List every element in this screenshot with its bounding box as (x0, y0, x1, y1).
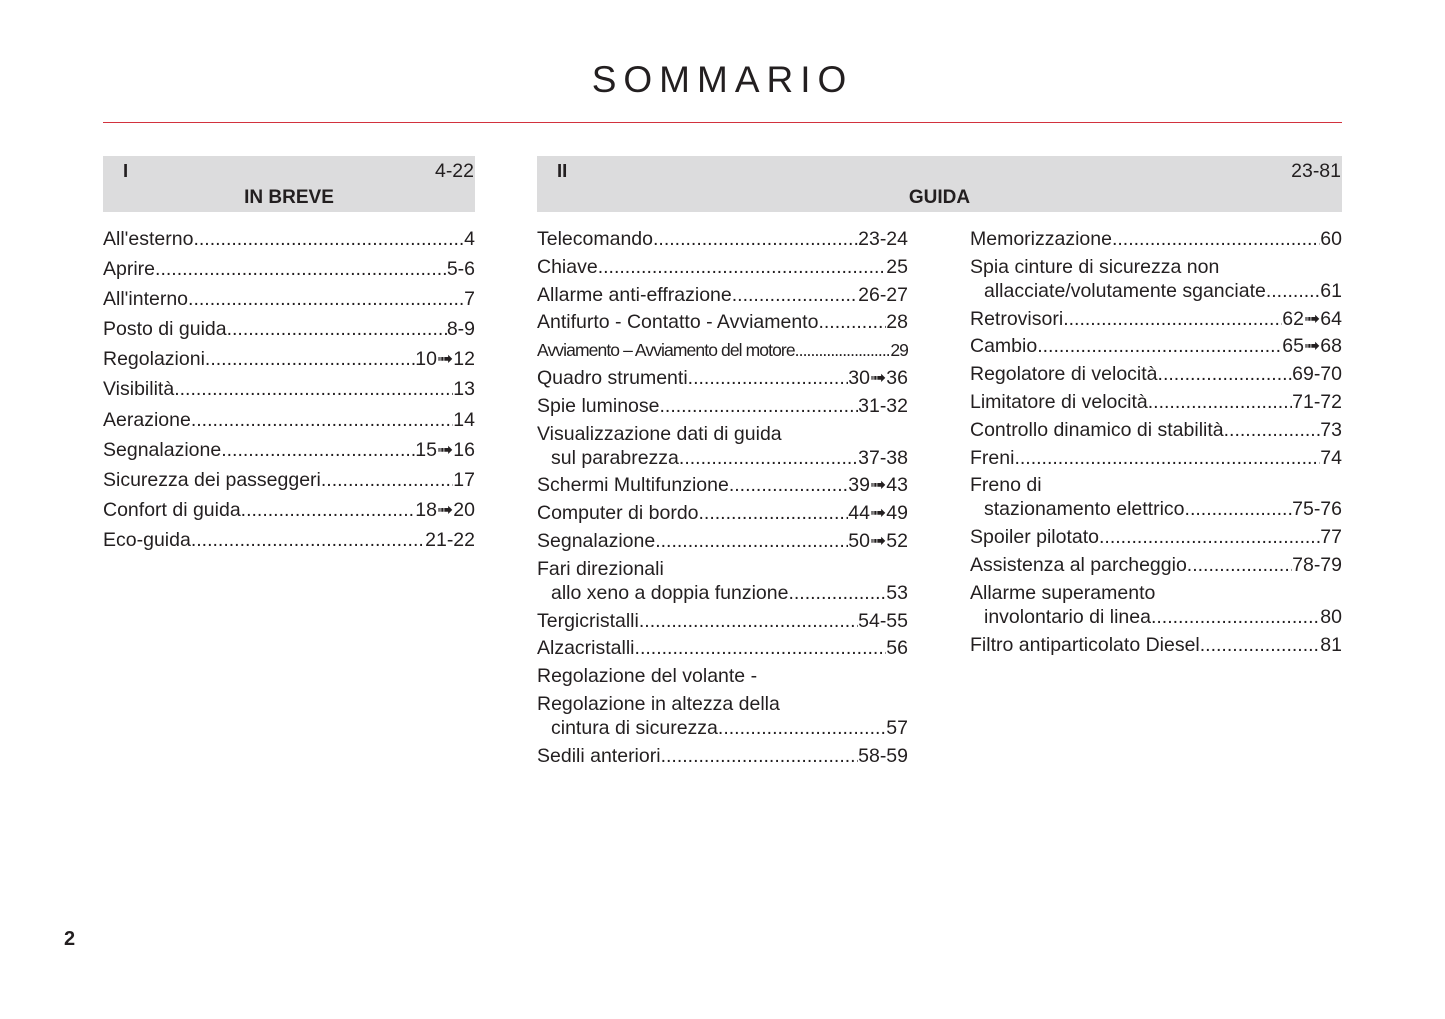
section-pages: 4-22 (434, 160, 474, 182)
dot-leader (729, 473, 848, 497)
section-header-guida (537, 156, 1342, 212)
toc-entry-title: Regolazioni (103, 348, 205, 371)
toc-entry-title: Eco-guida (103, 528, 191, 551)
section-name: GUIDA (908, 187, 971, 208)
toc-entry-title: Alzacristalli (537, 637, 635, 660)
section-number: II (557, 160, 568, 181)
dot-leader (732, 283, 858, 307)
toc-entry-page: 15➟16 (415, 438, 475, 461)
toc-entry[interactable] (970, 553, 1342, 577)
dot-leader (1148, 390, 1292, 414)
toc-entry-title: Memorizzazione (970, 228, 1112, 250)
dot-leader (241, 498, 416, 522)
toc-entry-title: Chiave (537, 255, 598, 278)
dot-leader (1063, 307, 1282, 331)
toc-entry[interactable] (103, 317, 475, 341)
toc-entry-title: All'esterno (103, 228, 194, 250)
dot-leader (1099, 525, 1320, 549)
toc-entry-page: 30➟36 (848, 366, 908, 389)
toc-entry-page: 21-22 (425, 528, 475, 551)
toc-entry[interactable] (537, 227, 908, 251)
toc-entry[interactable] (537, 283, 908, 307)
toc-entry[interactable] (970, 390, 1342, 414)
toc-entry[interactable] (970, 334, 1342, 358)
dot-leader (1200, 633, 1321, 657)
title-divider (103, 122, 1342, 123)
toc-entry-page: 80 (1320, 605, 1342, 628)
toc-entry-page: 13 (453, 378, 475, 401)
dot-leader (679, 446, 858, 470)
toc-entry-title: Antifurto - Contatto - Avviamento (537, 311, 819, 334)
dot-leader (1266, 279, 1320, 303)
toc-entry[interactable] (103, 287, 475, 311)
dot-leader (1014, 446, 1320, 470)
toc-column-in-breve (103, 227, 475, 558)
toc-entry[interactable] (970, 307, 1342, 331)
toc-entry[interactable] (537, 636, 908, 660)
toc-entry-title: Spie luminose (537, 394, 660, 417)
toc-entry-title: Regolazione in altezza della (537, 692, 780, 715)
toc-entry-title: Quadro strumenti (537, 366, 688, 389)
toc-entry-page: 37-38 (858, 446, 908, 469)
toc-entry-title: Visibilità (103, 378, 175, 401)
toc-entry-page: 57 (886, 716, 908, 739)
toc-entry-page: 73 (1320, 418, 1342, 441)
toc-entry[interactable] (970, 362, 1342, 386)
toc-entry-title: Regolazione del volante - (537, 665, 758, 688)
toc-entry-title: Segnalazione (103, 438, 222, 461)
toc-entry[interactable] (537, 501, 908, 525)
toc-entry[interactable] (537, 664, 908, 688)
toc-entry-page: 58-59 (858, 744, 908, 767)
toc-entry[interactable] (537, 557, 908, 605)
toc-entry-title: Controllo dinamico di stabilità (970, 418, 1224, 441)
toc-column-guida-right (970, 227, 1342, 660)
toc-entry-page: 74 (1320, 446, 1342, 469)
dot-leader (321, 468, 453, 492)
toc-entry-page: 69-70 (1292, 363, 1342, 386)
toc-entry-title: Allarme superamento (970, 581, 1156, 604)
toc-entry[interactable] (537, 394, 908, 418)
toc-entry[interactable] (970, 418, 1342, 442)
toc-entry-title: allo xeno a doppia funzione (551, 581, 789, 604)
toc-entry-page: 61 (1320, 279, 1342, 302)
toc-entry-page: 81 (1320, 633, 1342, 656)
toc-entry[interactable] (537, 529, 908, 553)
toc-entry-page: 50➟52 (848, 529, 908, 552)
toc-entry[interactable] (103, 498, 475, 522)
dot-leader (1187, 553, 1292, 577)
toc-entry-page: 8-9 (446, 318, 475, 341)
toc-entry-page: 26-27 (858, 283, 908, 306)
dot-leader (193, 227, 464, 251)
toc-entry-title: Cambio (970, 335, 1038, 358)
dot-leader (795, 338, 891, 362)
toc-entry-title: Limitatore di velocità (970, 390, 1148, 413)
toc-entry-page: 31-32 (858, 394, 908, 417)
toc-entry-page: 62➟64 (1282, 307, 1342, 330)
toc-entry-page: 18➟20 (415, 498, 475, 521)
dot-leader (659, 394, 858, 418)
dot-leader (598, 255, 887, 279)
toc-entry-page: 17 (453, 468, 475, 491)
toc-entry-page: 56 (886, 637, 908, 660)
dot-leader (688, 366, 849, 390)
toc-entry-title: Retrovisori (970, 307, 1064, 330)
toc-entry-title: sul parabrezza (551, 446, 679, 469)
toc-entry-title: Telecomando (537, 228, 653, 250)
dot-leader (661, 744, 859, 768)
dot-leader (718, 716, 886, 740)
dot-leader (639, 609, 858, 633)
toc-entry-title: Sicurezza dei passeggeri (103, 468, 321, 491)
toc-entry-page: 4 (464, 228, 475, 250)
dot-leader (191, 528, 425, 552)
toc-entry-title: Fari direzionali (537, 557, 664, 580)
section-name: IN BREVE (244, 187, 334, 208)
toc-entry[interactable] (103, 227, 475, 251)
toc-entry-title: Posto di guida (103, 318, 227, 341)
toc-entry[interactable] (537, 366, 908, 390)
dot-leader (174, 377, 453, 401)
page-number: 2 (64, 928, 76, 950)
section-number: I (123, 160, 129, 181)
toc-entry-page: 53 (886, 581, 908, 604)
toc-entry-title: Computer di bordo (537, 502, 699, 525)
toc-entry-page: 71-72 (1292, 390, 1342, 413)
dot-leader (653, 227, 858, 251)
toc-entry-page: 29 (890, 340, 908, 361)
toc-entry[interactable] (103, 438, 475, 462)
dot-leader (188, 287, 464, 311)
toc-entry-page: 25 (886, 255, 908, 278)
section-pages: 23-81 (1291, 160, 1341, 182)
toc-entry-title: Allarme anti-effrazione (537, 283, 732, 306)
toc-entry-title: Freno di (970, 474, 1042, 497)
toc-entry-title: cintura di sicurezza (551, 716, 718, 739)
page-title: SOMMARIO (591, 59, 854, 100)
toc-entry[interactable] (537, 744, 908, 768)
toc-entry[interactable] (103, 347, 475, 371)
toc-entry[interactable] (970, 633, 1342, 657)
dot-leader (227, 317, 447, 341)
toc-entry[interactable] (537, 255, 908, 279)
toc-entry-title: Confort di guida (103, 498, 241, 521)
toc-entry-page: 78-79 (1292, 553, 1342, 576)
toc-entry-page: 5-6 (446, 258, 475, 281)
dot-leader (1224, 418, 1321, 442)
toc-entry[interactable] (970, 227, 1342, 251)
toc-entry-title: allacciate/volutamente sganciate (984, 279, 1266, 302)
toc-entry-title: Filtro antiparticolato Diesel (970, 633, 1200, 656)
toc-entry[interactable] (970, 581, 1342, 629)
toc-entry-title: involontario di linea (984, 605, 1151, 628)
toc-entry-title: Visualizzazione dati di guida (537, 422, 782, 445)
toc-entry[interactable] (537, 422, 908, 470)
toc-entry-page: 14 (453, 408, 475, 431)
toc-entry[interactable] (537, 338, 908, 362)
toc-entry-title: Segnalazione (537, 529, 656, 552)
section-header-in-breve (103, 156, 475, 212)
dot-leader (1151, 605, 1320, 629)
toc-entry-page: 44➟49 (848, 502, 908, 525)
dot-leader (1185, 497, 1293, 521)
toc-entry[interactable] (537, 473, 908, 497)
toc-entry[interactable] (103, 528, 475, 552)
toc-entry-title: Aerazione (103, 408, 191, 431)
toc-entry-page: 65➟68 (1282, 335, 1342, 358)
toc-entry[interactable] (537, 609, 908, 633)
toc-entry-title: Spoiler pilotato (970, 526, 1099, 549)
toc-entry-title: Tergicristalli (537, 609, 639, 632)
toc-entry-title: All'interno (103, 288, 189, 311)
dot-leader (788, 581, 886, 605)
toc-entry-page: 75-76 (1292, 498, 1342, 521)
toc-entry[interactable] (103, 408, 475, 432)
toc-entry-page: 60 (1320, 228, 1342, 250)
toc-entry[interactable] (537, 310, 908, 334)
toc-entry[interactable] (970, 473, 1342, 521)
toc-entry[interactable] (103, 377, 475, 401)
toc-entry-title: Aprire (103, 258, 156, 281)
toc-entry[interactable] (103, 468, 475, 492)
toc-entry-page: 39➟43 (848, 474, 908, 497)
toc-entry-title: Regolatore di velocità (970, 363, 1158, 386)
dot-leader (205, 347, 415, 371)
toc-entry-title: Freni (970, 446, 1015, 469)
dot-leader (818, 310, 886, 334)
toc-entry[interactable] (537, 692, 908, 740)
dot-leader (191, 408, 453, 432)
dot-leader (155, 257, 447, 281)
toc-entry-page: 77 (1320, 526, 1342, 549)
toc-entry-page: 28 (886, 311, 908, 334)
toc-entry-title: Avviamento – Avviamento del motore (537, 340, 795, 361)
dot-leader (635, 636, 887, 660)
dot-leader (655, 529, 848, 553)
toc-column-guida-left (537, 227, 908, 772)
toc-entry-page: 7 (464, 288, 475, 311)
dot-leader (1112, 227, 1320, 251)
toc-entry-title: stazionamento elettrico (984, 498, 1185, 521)
dot-leader (221, 438, 415, 462)
toc-entry[interactable] (103, 257, 475, 281)
toc-entry-page: 54-55 (858, 609, 908, 632)
dot-leader (699, 501, 849, 525)
toc-entry-title: Assistenza al parcheggio (970, 553, 1187, 576)
dot-leader (1158, 362, 1293, 386)
toc-entry-page: 23-24 (858, 228, 908, 250)
toc-entry-title: Schermi Multifunzione (537, 474, 729, 497)
toc-entry-title: Sedili anteriori (537, 744, 661, 767)
toc-entry-title: Spia cinture di sicurezza non (970, 255, 1220, 278)
dot-leader (1037, 334, 1282, 358)
toc-entry[interactable] (970, 255, 1342, 303)
toc-entry[interactable] (970, 446, 1342, 470)
toc-entry-page: 10➟12 (415, 348, 475, 371)
toc-entry[interactable] (970, 525, 1342, 549)
